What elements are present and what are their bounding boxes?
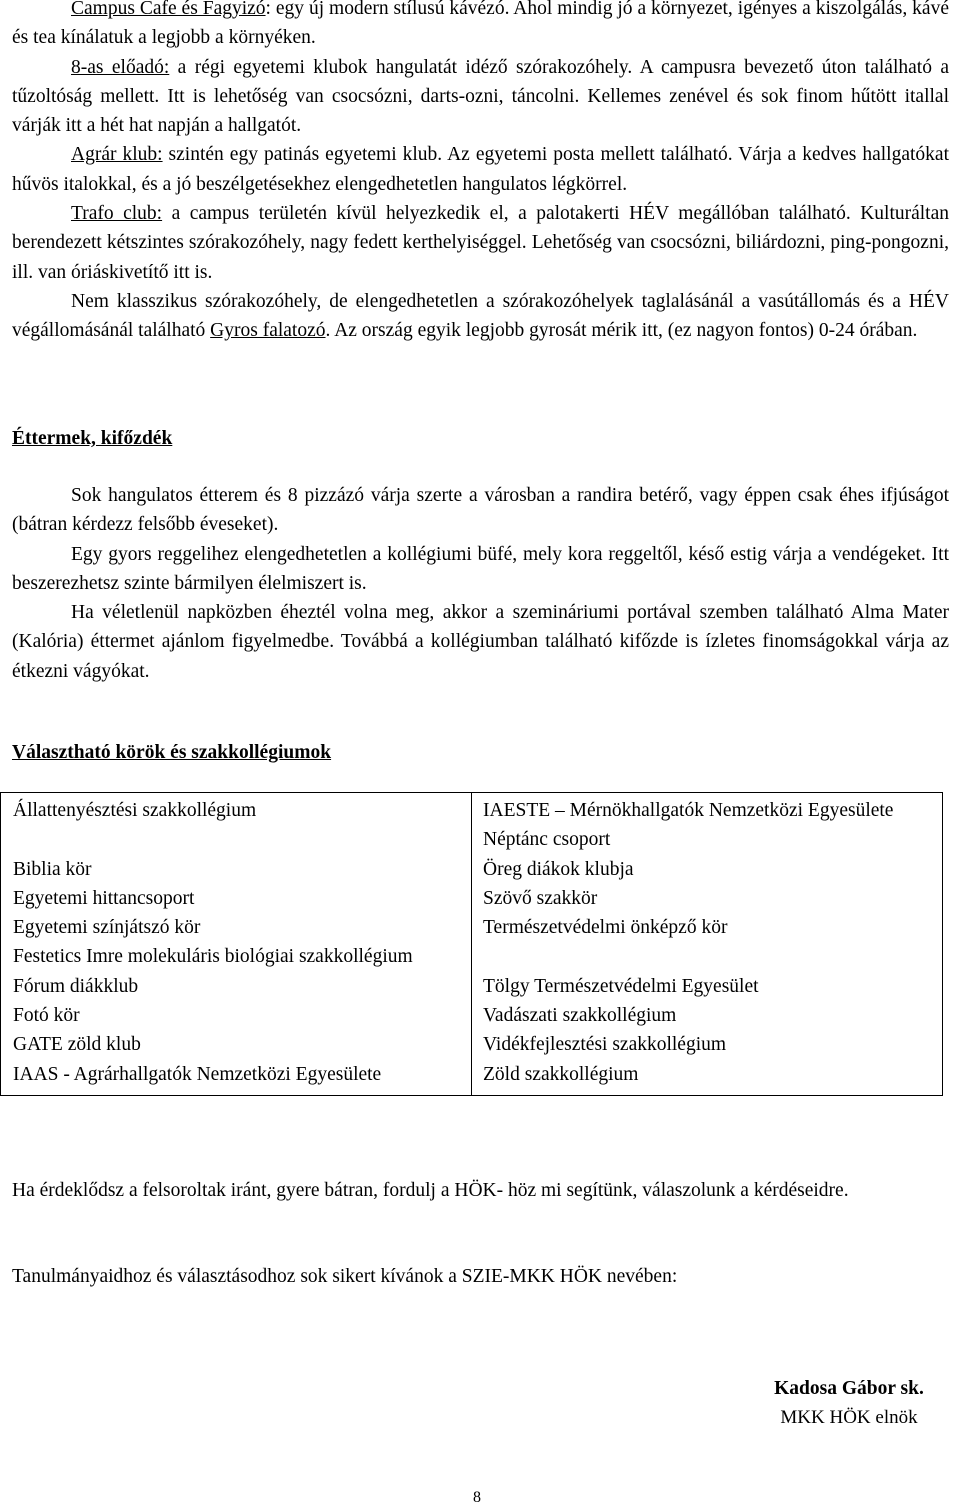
circle-item: Biblia kör [13, 858, 92, 880]
invite-text: Ha érdeklődsz a felsoroltak iránt, gyere bátran, fordulj a HÖK- höz mi segítünk, válaszolunk a kérdéseidre. [12, 1180, 849, 1201]
circle-item: Vidékfejlesztési szakkollégium [483, 1034, 727, 1056]
place-name: Trafo club: [71, 203, 163, 225]
gyros-name: Gyros falatozó [210, 320, 326, 342]
place-description: a campus területén kívül helyezkedik el, a palotakerti HÉV megállóban található. Kulturáltan berendezett kétszintes szórakozóhely, nagy fedett kerthelyiséggel. Lehetőség van csocsózni, biliárdozni, ping-pongozni, ill. van óriáskivetítő itt is. [12, 203, 950, 283]
circle-item: Néptánc csoport [483, 829, 611, 851]
place-description: : egy új modern stílusú kávézó. Ahol mindig jó a környezet, igényes a kiszolgálás, kávé és tea kínálatuk a legjobb a környéken. [12, 0, 949, 49]
place-paragraph [12, 53, 949, 141]
place-description: a régi egyetemi klubok hangulatát idéző szórakozóhely. A campusra bevezető úton található a tűzoltóság mellett. Itt is lehetőség van csocsózni, darts-ozni, táncolni. Kellemes zenével és sok finom hűtött itallal várják itt a hét hat napján a hallgatót. [12, 56, 949, 137]
circle-item: Tölgy Természetvédelmi Egyesület [483, 975, 759, 997]
circle-item: Egyetemi hittancsoport [13, 887, 195, 909]
signer-name: Kadosa Gábor sk. [774, 1378, 924, 1399]
gyros-text-after: . Az ország egyik legjobb gyrosát mérik itt, (ez nagyon fontos) 0-24 órában. [325, 320, 918, 342]
circle-item: Fórum diákklub [13, 975, 139, 997]
circle-item: Fotó kör [13, 1005, 80, 1027]
place-name: Campus Cafe és Fagyizó [71, 0, 266, 19]
signature-block [749, 1374, 949, 1433]
circles-table [0, 792, 943, 1096]
circle-item [483, 942, 937, 971]
gyros-text-before: Nem klasszikus szórakozóhely, de elengedhetetlen a szórakozóhelyek taglalásánál a vasútállomás és a HÉV végállomásánál található [12, 290, 949, 342]
signer-role: MKK HÖK elnök [780, 1407, 918, 1429]
restaurants-paragraph: Egy gyors reggelihez elengedhetetlen a kollégiumi büfé, mely kora reggeltől, késő estig várja a vendégeket. Itt beszerezhetsz szinte bármilyen élelmiszert is. [12, 543, 949, 594]
place-name: Agrár klub: [71, 144, 163, 166]
circle-item: Festetics Imre molekuláris biológiai szakkollégium [13, 946, 413, 968]
circles-heading: Választható körök és szakkollégiumok [12, 742, 332, 763]
circles-left-column [1, 793, 472, 1096]
circle-item: Öreg diákok klubja [483, 858, 634, 880]
place-paragraph [12, 140, 949, 199]
restaurants-heading: Éttermek, kifőzdék [12, 428, 173, 449]
place-description: szintén egy patinás egyetemi klub. Az egyetemi posta mellett található. Várja a kedves hallgatókat hűvös italokkal, és a jó beszélgetésekhez elengedhetetlen hangulatos légkörrel. [12, 144, 949, 195]
circle-item: IAAS - Agrárhallgatók Nemzetközi Egyesülete [13, 1063, 382, 1085]
wishes-text: Tanulmányaidhoz és választásodhoz sok sikert kívánok a SZIE-MKK HÖK nevében: [12, 1266, 678, 1287]
circle-item: Vadászati szakkollégium [483, 1005, 677, 1027]
circle-item: GATE zöld klub [13, 1034, 141, 1056]
closing-section [12, 1176, 949, 1205]
restaurants-section [12, 481, 949, 686]
restaurants-paragraph: Sok hangulatos étterem és 8 pizzázó várja szerte a városban a randira betérő, vagy éppen csak éhes ifjúságot (bátran kérdezz felsőbb éveseket). [12, 485, 949, 536]
circle-item: Természetvédelmi önképző kör [483, 917, 728, 939]
page-number: 8 [473, 1489, 481, 1506]
circle-item [13, 825, 466, 854]
circle-item: Állattenyésztési szakkollégium [13, 800, 257, 821]
circle-item: Egyetemi színjátszó kör [13, 917, 201, 939]
place-name: 8-as előadó: [71, 56, 170, 78]
circle-item: Szövő szakkör [483, 887, 598, 909]
place-paragraph [12, 0, 949, 53]
circle-item: IAESTE – Mérnökhallgatók Nemzetközi Egyesülete [483, 800, 894, 821]
circle-item: Zöld szakkollégium [483, 1063, 639, 1085]
gyros-paragraph [12, 287, 949, 346]
place-paragraph [12, 199, 949, 287]
circles-right-column [472, 793, 943, 1096]
restaurants-paragraph: Ha véletlenül napközben éheztél volna meg, akkor a szemináriumi portával szemben található Alma Mater (Kalória) éttermet ajánlom figyelmedbe. Továbbá a kollégiumban található kifőzde is ízletes finomságokkal várja az étkezni vágyókat. [12, 602, 949, 682]
entertainment-places [12, 0, 949, 346]
